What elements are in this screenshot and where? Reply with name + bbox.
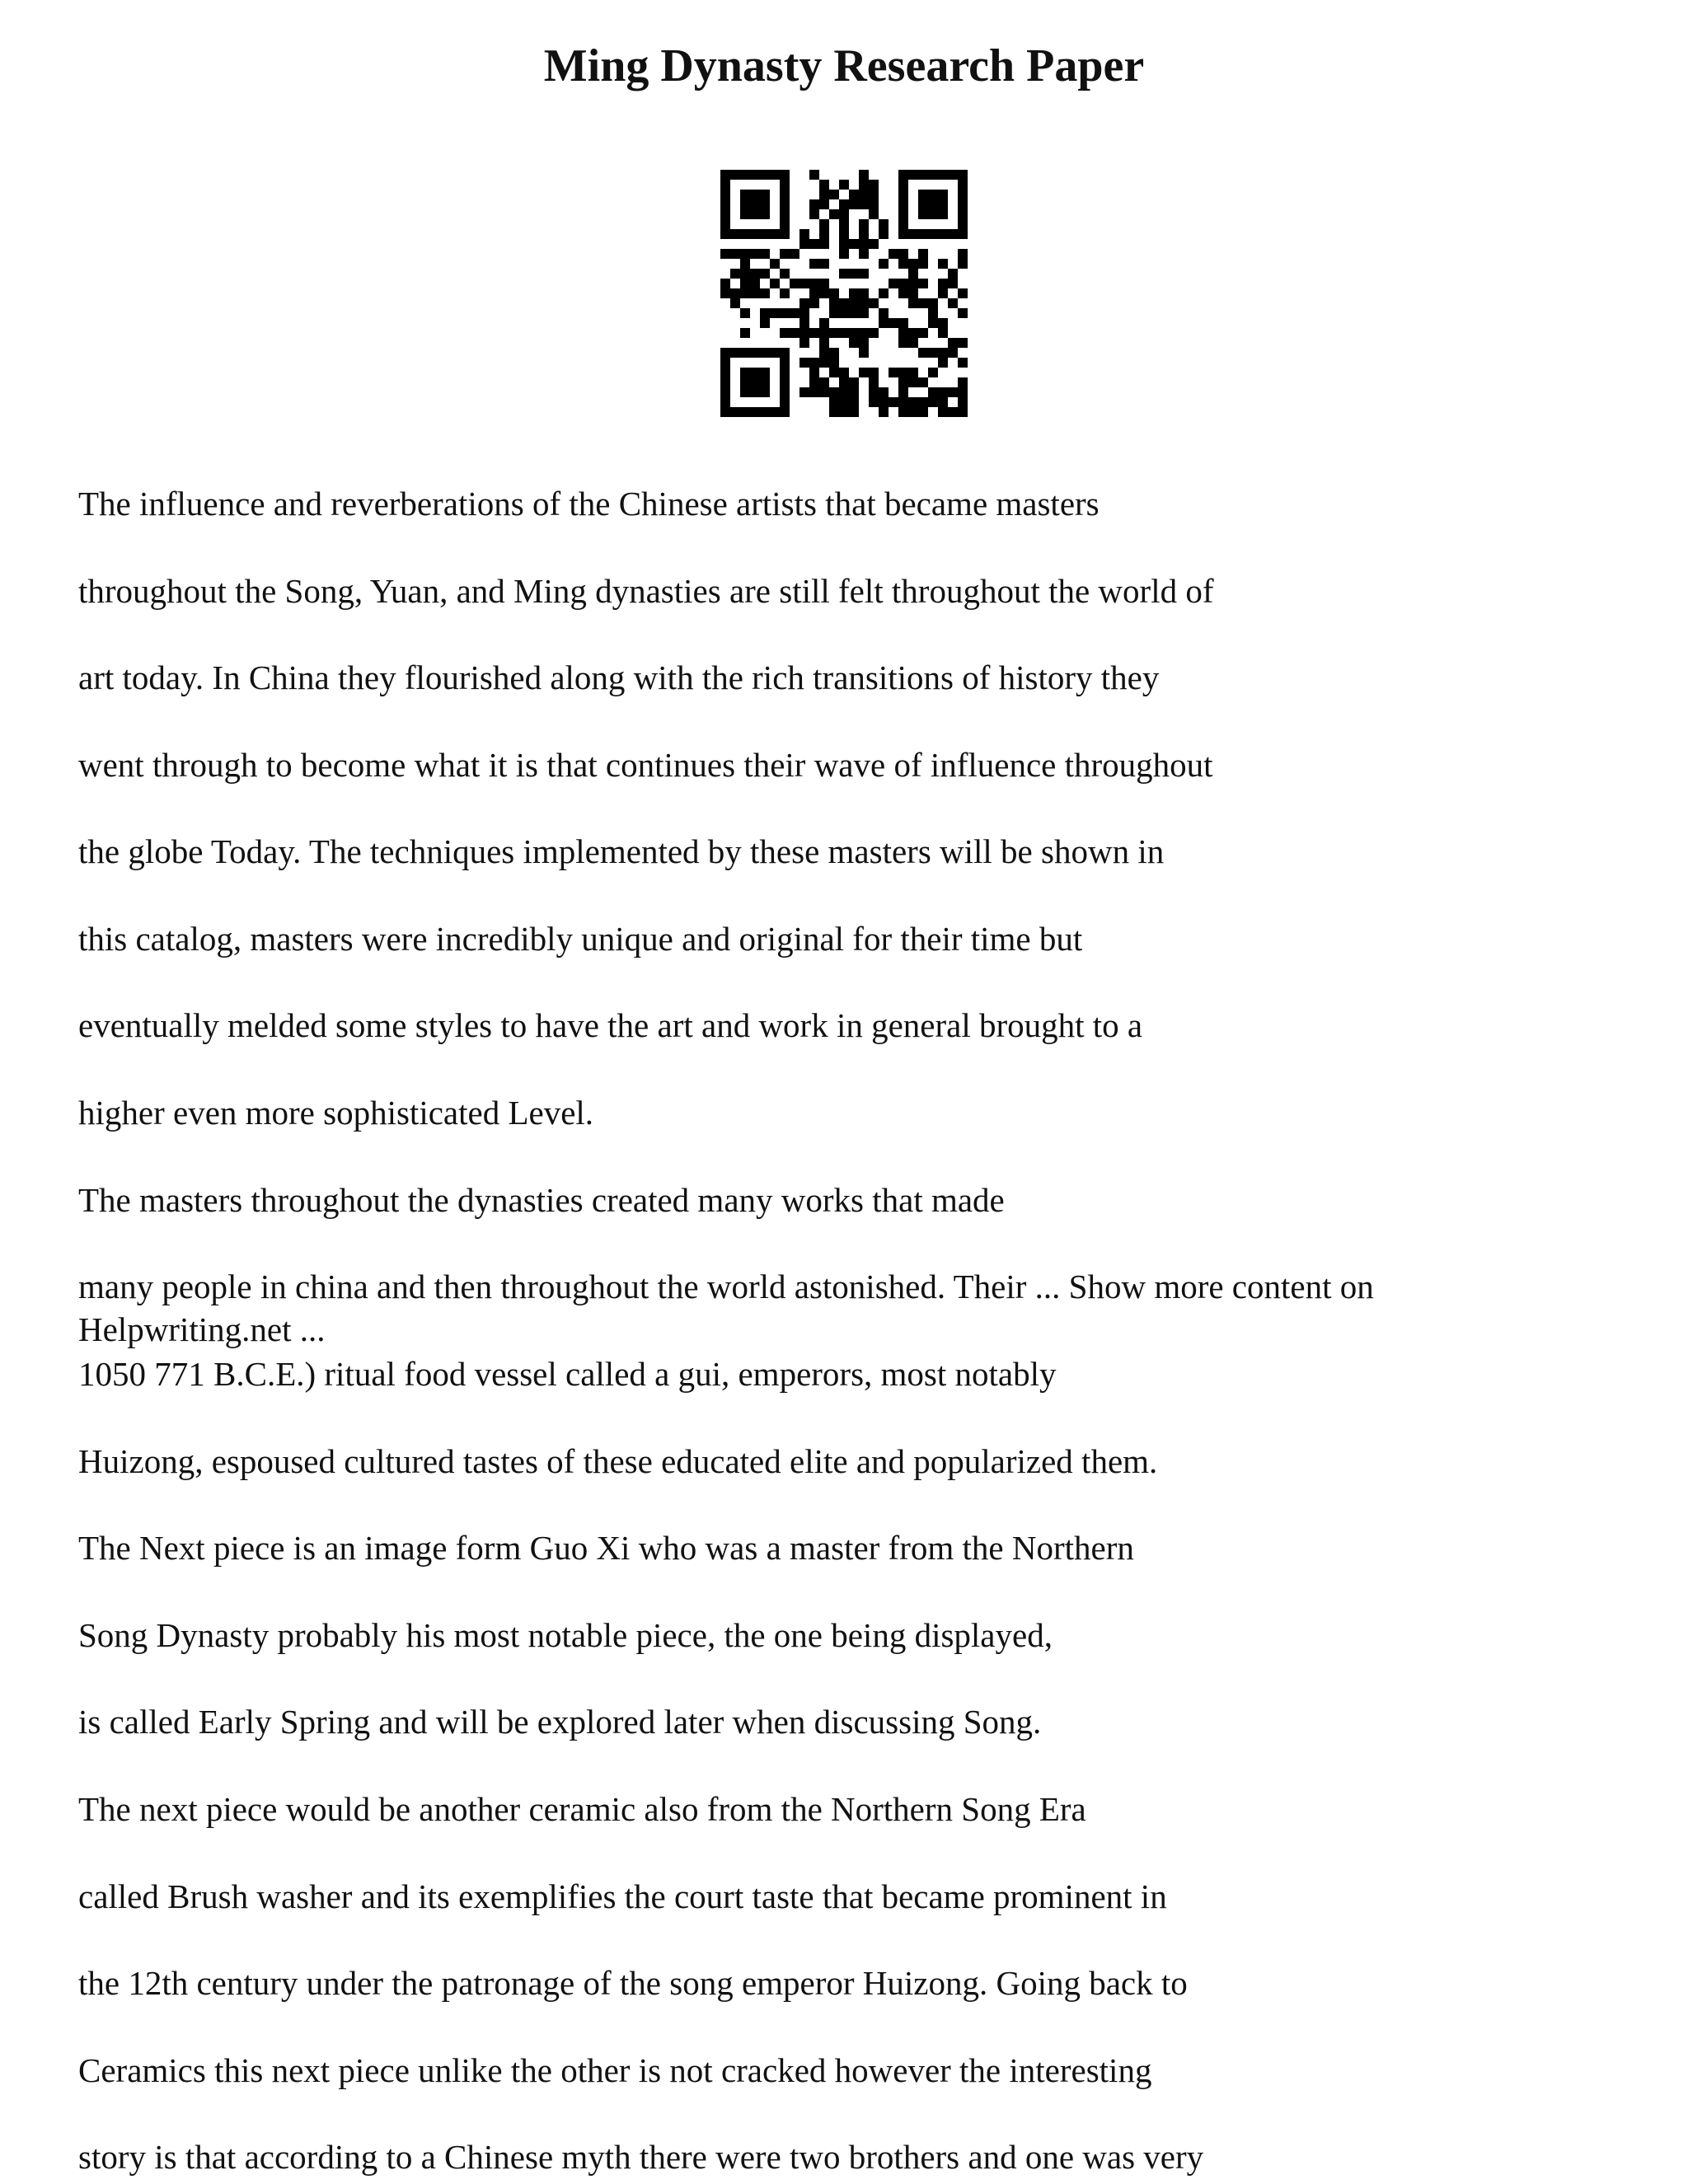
paragraph-line: 1050 771 B.C.E.) ritual food vessel called a gui, emperors, most notably <box>78 1355 1057 1393</box>
paragraph-line: The Next piece is an image form Guo Xi who was a master from the Northern <box>78 1529 1134 1567</box>
paragraph-line: Song Dynasty probably his most notable piece, the one being displayed, <box>78 1616 1053 1654</box>
paragraph-line: called Brush washer and its exemplifies the court taste that became prominent in <box>78 1877 1167 1915</box>
paragraph-line: Ceramics this next piece unlike the other is not cracked however the interesting <box>78 2051 1152 2089</box>
paragraph-line: higher even more sophisticated Level. <box>78 1094 594 1132</box>
paragraph-line: The influence and reverberations of the Chinese artists that became masters <box>78 485 1100 523</box>
qr-code-icon <box>720 170 968 417</box>
paragraph-line: The next piece would be another ceramic also from the Northern Song Era <box>78 1790 1086 1828</box>
paragraph-line: the globe Today. The techniques implemented by these masters will be shown in <box>78 832 1165 870</box>
paragraph-line: The masters throughout the dynasties created many works that made <box>78 1181 1005 1219</box>
paragraph-line: this catalog, masters were incredibly unique and original for their time but <box>78 920 1083 958</box>
paragraph-line: throughout the Song, Yuan, and Ming dynasties are still felt throughout the world of <box>78 572 1214 610</box>
paragraph-line: is called Early Spring and will be explored later when discussing Song. <box>78 1703 1042 1741</box>
paragraph-line: Huizong, espoused cultured tastes of these educated elite and popularized them. <box>78 1442 1158 1480</box>
paragraph-line: the 12th century under the patronage of the song emperor Huizong. Going back to <box>78 1964 1188 2002</box>
paragraph-line: eventually melded some styles to have the art and work in general brought to a <box>78 1006 1143 1044</box>
page-title: Ming Dynasty Research Paper <box>543 40 1145 91</box>
paragraph-line: went through to become what it is that continues their wave of influence throughout <box>78 746 1213 784</box>
paragraph-line-truncated: many people in china and then throughout the world astonished. Their ... Show more content on Helpwriting.net ... <box>78 1268 1374 1348</box>
paragraph-line: art today. In China they flourished along with the rich transitions of history they <box>78 658 1160 696</box>
paragraph-line: story is that according to a Chinese myth there were two brothers and one was very <box>78 2138 1204 2176</box>
